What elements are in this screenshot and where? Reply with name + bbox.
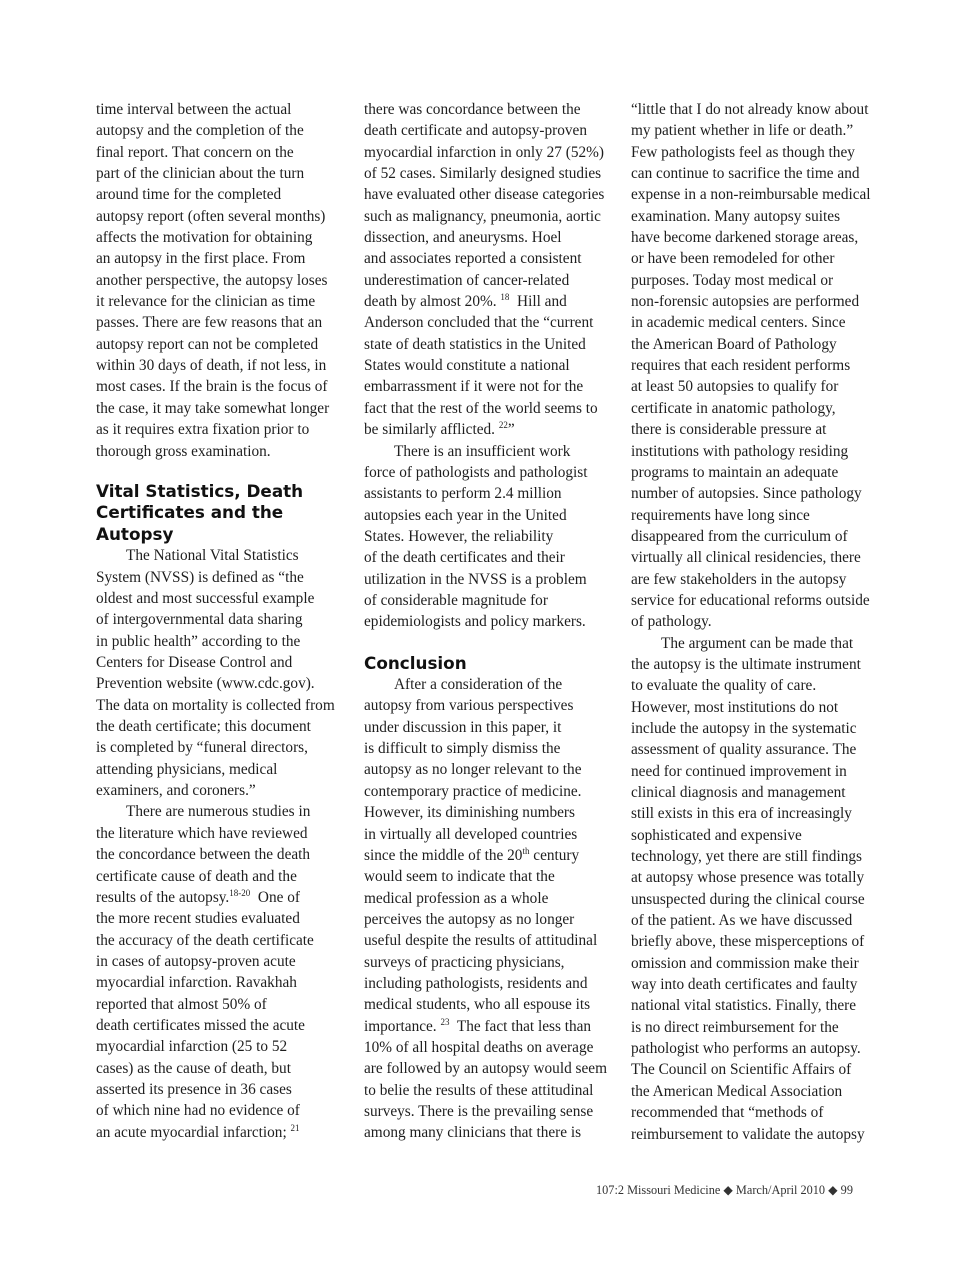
text-line: The argument can be made that <box>661 634 854 652</box>
text-line <box>96 887 354 908</box>
text-line: examination. Many autopsy suites <box>631 207 841 225</box>
text-line: assistants to perform 2.4 million <box>364 485 562 503</box>
citation-ref: 22 <box>498 420 508 431</box>
text-line: are followed by an autopsy would seem <box>364 1060 607 1078</box>
text-line: However, most institutions do not <box>631 698 839 716</box>
text-line: autopsy from various perspectives <box>364 697 574 715</box>
text-line: unsuspected during the clinical course <box>631 890 865 908</box>
section-heading-conclusion: Conclusion <box>364 652 467 673</box>
text-line: Anderson concluded that the “current <box>364 314 594 332</box>
text-line <box>364 845 622 866</box>
paragraph-nvss <box>96 545 354 801</box>
column-2 <box>364 99 622 1144</box>
text-line: expense in a non-reimbursable medical <box>631 186 871 204</box>
text-line <box>364 291 622 312</box>
text-line: of the death certificates and their <box>364 549 565 567</box>
text-run: Hill and <box>517 293 567 311</box>
text-line: omission and commission make their <box>631 954 859 972</box>
citation-ref: 23 <box>440 1016 450 1027</box>
text-line: There are numerous studies in <box>126 803 311 821</box>
text-line: among many clinicians that there is <box>364 1124 582 1142</box>
text-line: an autopsy in the first place. From <box>96 250 306 268</box>
text-line: another perspective, the autopsy loses <box>96 271 328 289</box>
text-line: force of pathologists and pathologist <box>364 463 588 481</box>
text-run: since the middle of the 20 <box>364 846 523 864</box>
text-line: surveys of practicing physicians, <box>364 953 565 971</box>
text-line: including pathologists, residents and <box>364 974 588 992</box>
superscript-th: th <box>522 845 530 856</box>
text-line: sophisticated and expensive <box>631 826 802 844</box>
text-line: service for educational reforms outside <box>631 591 870 609</box>
text-line: there was concordance between the <box>364 101 581 118</box>
text-line: institutions with pathology residing <box>631 442 849 460</box>
text-line: requirements have long since <box>631 506 810 524</box>
text-line: myocardial infarction (25 to 52 <box>96 1038 288 1056</box>
text-line: Few pathologists feel as though they <box>631 143 855 161</box>
text-run: death by almost 20%. <box>364 293 497 311</box>
text-line: Prevention website (www.cdc.gov). <box>96 675 315 693</box>
text-line: assessment of quality assurance. The <box>631 741 857 759</box>
text-line <box>364 1016 622 1037</box>
text-line: myocardial infarction in only 27 (52%) <box>364 143 605 161</box>
text-line: need for continued improvement in <box>631 762 847 780</box>
text-line: clinical diagnosis and management <box>631 784 846 801</box>
text-line: epidemiologists and policy markers. <box>364 613 586 631</box>
text-line: autopsies each year in the United <box>364 506 567 524</box>
text-line: of which nine had no evidence of <box>96 1102 300 1120</box>
text-line: purposes. Today most medical or <box>631 271 834 289</box>
text-line: “little that I do not already know about <box>631 101 869 118</box>
text-line: embarrassment if it were not for the <box>364 378 584 396</box>
text-run: ” <box>507 421 515 439</box>
text-line: System (NVSS) is defined as “the <box>96 568 304 586</box>
text-line: in virtually all developed countries <box>364 825 578 843</box>
heading-line: Certificates and the <box>96 502 284 523</box>
text-line: state of death statistics in the United <box>364 335 586 353</box>
text-line: programs to maintain an adequate <box>631 463 839 481</box>
text-line: the American Medical Association <box>631 1082 843 1100</box>
citation-ref: 18 <box>500 292 510 303</box>
text-line: non-forensic autopsies are performed <box>631 293 860 311</box>
text-line: reimbursement to validate the autopsy <box>631 1125 865 1143</box>
text-line: are few stakeholders in the autopsy <box>631 570 847 588</box>
text-line: would seem to indicate that the <box>364 868 555 886</box>
citation-ref: 21 <box>290 1122 300 1133</box>
text-line: There is an insufficient work <box>394 442 571 460</box>
text-line: virtually all clinical residencies, there <box>631 549 861 567</box>
text-line: the American Board of Pathology <box>631 335 837 353</box>
text-line: oldest and most successful example <box>96 590 315 608</box>
text-line: autopsy and the completion of the <box>96 122 304 140</box>
text-line <box>96 1122 354 1143</box>
text-line: death certificates missed the acute <box>96 1016 305 1034</box>
spacer <box>364 633 622 653</box>
text-line: final report. That concern on the <box>96 143 294 161</box>
text-line: After a consideration of the <box>394 676 563 694</box>
text-line: reported that almost 50% of <box>96 995 267 1013</box>
text-line: in cases of autopsy-proven acute <box>96 952 296 970</box>
paragraph-turnaround <box>96 99 354 462</box>
text-line: States would constitute a national <box>364 357 570 375</box>
text-line: However, its diminishing numbers <box>364 804 575 822</box>
text-line: medical profession as a whole <box>364 889 549 907</box>
text-line: pathologist who performs an autopsy. <box>631 1040 861 1058</box>
text-line: briefly above, these misperceptions of <box>631 933 865 951</box>
text-line: technology, yet there are still findings <box>631 848 862 866</box>
text-line: in academic medical centers. Since <box>631 314 846 332</box>
text-line: myocardial infarction. Ravakhah <box>96 974 297 992</box>
text-line: is difficult to simply dismiss the <box>364 740 561 758</box>
text-line: as it requires extra fixation prior to <box>96 421 310 439</box>
text-line: utilization in the NVSS is a problem <box>364 570 587 588</box>
text-line: time interval between the actual <box>96 101 292 118</box>
text-line: national vital statistics. Finally, there <box>631 997 857 1015</box>
column-3 <box>631 99 889 1145</box>
text-run: The fact that less than <box>456 1017 592 1035</box>
text-line: the more recent studies evaluated <box>96 910 300 928</box>
text-line: at autopsy whose presence was totally <box>631 869 865 887</box>
text-run: importance. <box>364 1017 437 1035</box>
text-line: of pathology. <box>631 613 712 631</box>
text-line: have evaluated other disease categories <box>364 186 605 204</box>
text-line: the death certificate; this document <box>96 718 311 736</box>
text-line: certificate cause of death and the <box>96 867 297 885</box>
text-line: in public health” according to the <box>96 632 301 650</box>
text-line: under discussion in this paper, it <box>364 718 562 736</box>
text-line: include the autopsy in the systematic <box>631 719 857 737</box>
text-line: the concordance between the death <box>96 846 311 864</box>
text-line: my patient whether in life or death.” <box>631 122 854 140</box>
citation-ref: 18-20 <box>229 887 251 898</box>
paragraph-conclusion <box>364 674 622 1144</box>
text-line: of the patient. As we have discussed <box>631 912 853 930</box>
text-line: and associates reported a consistent <box>364 250 582 268</box>
spacer <box>96 462 354 481</box>
heading-line: Autopsy <box>96 523 174 544</box>
text-line: autopsy report (often several months) <box>96 207 326 225</box>
text-line: of considerable magnitude for <box>364 591 548 609</box>
text-run: results of the autopsy. <box>96 888 230 906</box>
text-line: part of the clinician about the turn <box>96 165 305 183</box>
text-run: be similarly afflicted. <box>364 421 495 439</box>
text-line: the literature which have reviewed <box>96 824 308 842</box>
text-line: States. However, the reliability <box>364 527 554 545</box>
text-line: is completed by “funeral directors, <box>96 739 308 757</box>
text-run: an acute myocardial infarction; <box>96 1123 287 1141</box>
text-line: disappeared from the curriculum of <box>631 527 848 545</box>
text-line: useful despite the results of attitudinal <box>364 932 598 950</box>
text-line: the case, it may take somewhat longer <box>96 399 330 417</box>
paragraph-workforce <box>364 441 622 633</box>
section-heading-vital-statistics <box>96 481 354 546</box>
text-line: can continue to sacrifice the time and <box>631 165 860 183</box>
text-line: surveys. There is the prevailing sense <box>364 1102 594 1120</box>
text-line: affects the motivation for obtaining <box>96 229 313 247</box>
text-line: contemporary practice of medicine. <box>364 782 582 800</box>
text-line: the autopsy is the ultimate instrument <box>631 655 861 673</box>
text-line: The National Vital Statistics <box>126 547 299 565</box>
text-line: have become darkened storage areas, <box>631 229 859 247</box>
paragraph-death-statistics <box>364 99 622 441</box>
text-line: at least 50 autopsies to qualify for <box>631 378 839 396</box>
text-line: cases) as the cause of death, but <box>96 1059 291 1077</box>
text-line: around time for the completed <box>96 186 282 204</box>
text-line: autopsy report can not be completed <box>96 335 319 353</box>
text-line: most cases. If the brain is the focus of <box>96 378 328 396</box>
text-line <box>364 419 622 440</box>
text-line: dissection, and aneurysms. Hoel <box>364 229 562 247</box>
text-line: is no direct reimbursement for the <box>631 1018 839 1036</box>
text-line: of intergovernmental data sharing <box>96 611 303 629</box>
text-line: still exists in this era of increasingly <box>631 805 852 823</box>
text-line: medical students, who all espouse its <box>364 996 591 1014</box>
paragraph-quality-of-care <box>631 633 889 1145</box>
text-line: certificate in anatomic pathology, <box>631 399 836 417</box>
paragraph-pathologists <box>631 99 889 633</box>
text-line: fact that the rest of the world seems to <box>364 399 598 417</box>
column-1 <box>96 99 354 1143</box>
text-line: there is considerable pressure at <box>631 421 827 439</box>
page-footer: 107:2 Missouri Medicine ◆ March/April 2010 ◆ 99 <box>596 1183 853 1197</box>
text-line: asserted its presence in 36 cases <box>96 1080 292 1098</box>
text-line: The Council on Scientific Affairs of <box>631 1061 852 1079</box>
text-line: to evaluate the quality of care. <box>631 677 817 695</box>
text-line: of 52 cases. Similarly designed studies <box>364 165 602 183</box>
text-line: death certificate and autopsy-proven <box>364 122 587 140</box>
text-line: Centers for Disease Control and <box>96 654 293 672</box>
text-line: 10% of all hospital deaths on average <box>364 1038 594 1056</box>
text-line: within 30 days of death, if not less, in <box>96 357 327 375</box>
text-line: autopsy as no longer relevant to the <box>364 761 582 779</box>
text-line: perceives the autopsy as no longer <box>364 910 575 928</box>
text-run: One of <box>257 888 300 906</box>
text-line: or have been remodeled for other <box>631 250 835 268</box>
text-line: attending physicians, medical <box>96 760 278 778</box>
text-line: passes. There are few reasons that an <box>96 314 323 332</box>
text-line: to belie the results of these attitudinal <box>364 1081 594 1099</box>
text-line: thorough gross examination. <box>96 442 271 460</box>
heading-line: Vital Statistics, Death <box>96 480 304 501</box>
text-line: requires that each resident performs <box>631 357 851 375</box>
text-line: The data on mortality is collected from <box>96 696 335 714</box>
text-run: century <box>529 846 580 864</box>
text-line: way into death certificates and faulty <box>631 976 858 994</box>
text-line: examiners, and coroners.” <box>96 782 256 800</box>
text-line: recommended that “methods of <box>631 1104 824 1122</box>
text-line: number of autopsies. Since pathology <box>631 485 862 503</box>
text-line: the accuracy of the death certificate <box>96 931 314 949</box>
paragraph-concordance-studies <box>96 801 354 1143</box>
text-line: underestimation of cancer-related <box>364 271 570 289</box>
text-line: it relevance for the clinician as time <box>96 293 316 311</box>
text-line: such as malignancy, pneumonia, aortic <box>364 207 601 225</box>
